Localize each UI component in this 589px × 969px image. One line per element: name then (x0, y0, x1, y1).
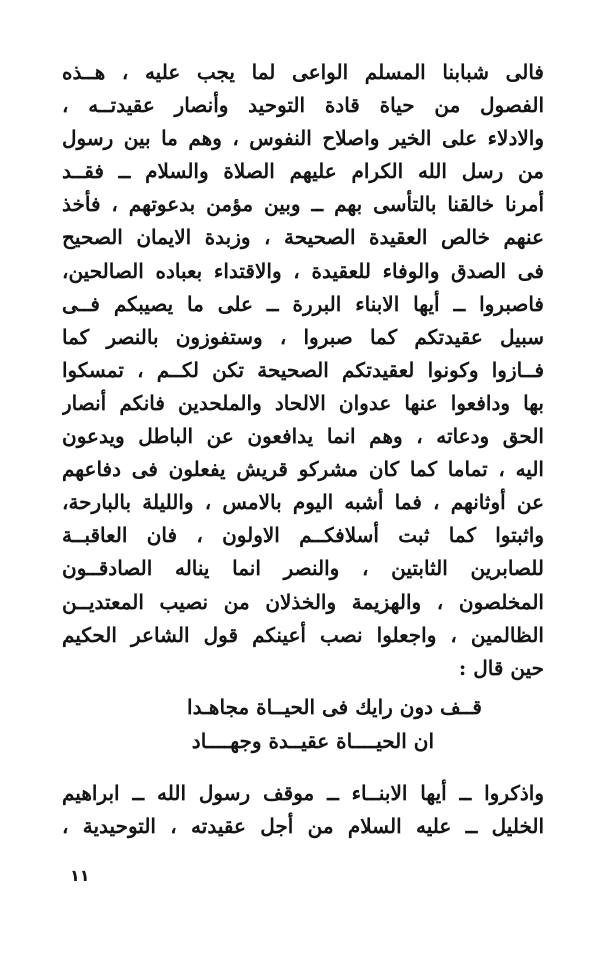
text-line: اليه ، تماما كما كان مشركو قريش يفعلون فى دفاعهم (62, 457, 544, 482)
text-line-final: حين قال : (458, 655, 544, 680)
text-line: فى الصدق والوفاء للعقيدة ، والاقتداء بعباده الصالحين، (62, 258, 544, 283)
poem-verse (62, 690, 544, 758)
text-line: الحق ودعاته ، وهم انما يدافعون عن الباطل ويدعون (62, 424, 544, 449)
text-line: من رسل الله الكرام عليهم الصلاة والسلام ــ فقــد (62, 159, 544, 184)
verse-second-hemistich: ان الحيــــاة عقيــدة وجهــــاد (191, 729, 434, 753)
closing-paragraph (62, 777, 544, 843)
text-line: للصابرين الثابتين ، والنصر انما يناله الصادقــون (62, 556, 544, 581)
text-line: بها ودافعوا عنها عدوان الالحاد والملحدين فانكم أنصار (62, 390, 544, 415)
text-line: عنهم خالص العقيدة الصحيحة ، وزبدة الايمان الصحيح (62, 225, 544, 250)
text-line: واذكروا ــ أيها الابنــاء ــ موقف رسول الله ــ ابراهيم (62, 781, 544, 805)
text-line: والادلاء على الخير واصلاح النفوس ، وهم ما بين رسول (62, 126, 544, 151)
main-paragraph (62, 56, 544, 685)
text-line: فــازوا وكونوا لعقيدتكم الصحيحة تكن لكــم ، تمسكوا (62, 357, 544, 382)
text-line: الظالمين ، واجعلوا نصب أعينكم قول الشاعر الحكيم (62, 622, 544, 647)
text-line: المخلصون ، والهزيمة والخذلان من نصيب المعتديــن (62, 589, 544, 614)
text-line: عن أوثانهم ، فما أشبه اليوم بالامس ، والليلة بالبارحة، (62, 490, 544, 515)
text-line: فاصبروا ــ أيها الابناء البررة ــ على ما يصيبكم فــى (62, 291, 544, 316)
verse-first-hemistich: قــف دون رايك فى الحيــاة مجاهـدا (187, 695, 482, 719)
text-line: واثبتوا كما ثبت أسلافكــم الاولون ، فان العاقبــة (62, 523, 544, 548)
text-line: سبيل عقيدتكم كما صبروا ، وستفوزون بالنصر كما (62, 324, 544, 349)
text-line: فالى شبابنا المسلم الواعى لما يجب عليه ، هــذه (62, 60, 544, 84)
page-number: ١١ (70, 866, 90, 885)
text-line: الفصول من حياة قادة التوحيد وأنصار عقيدتــه ، (62, 93, 544, 118)
text-line: الخليل ــ عليه السلام من أجل عقيدته ، التوحيدية ، (62, 814, 544, 839)
text-line: أمرنا خالقنا بالتأسى بهم ــ وبين مؤمن بدعوتهم ، فأخذ (62, 192, 544, 217)
